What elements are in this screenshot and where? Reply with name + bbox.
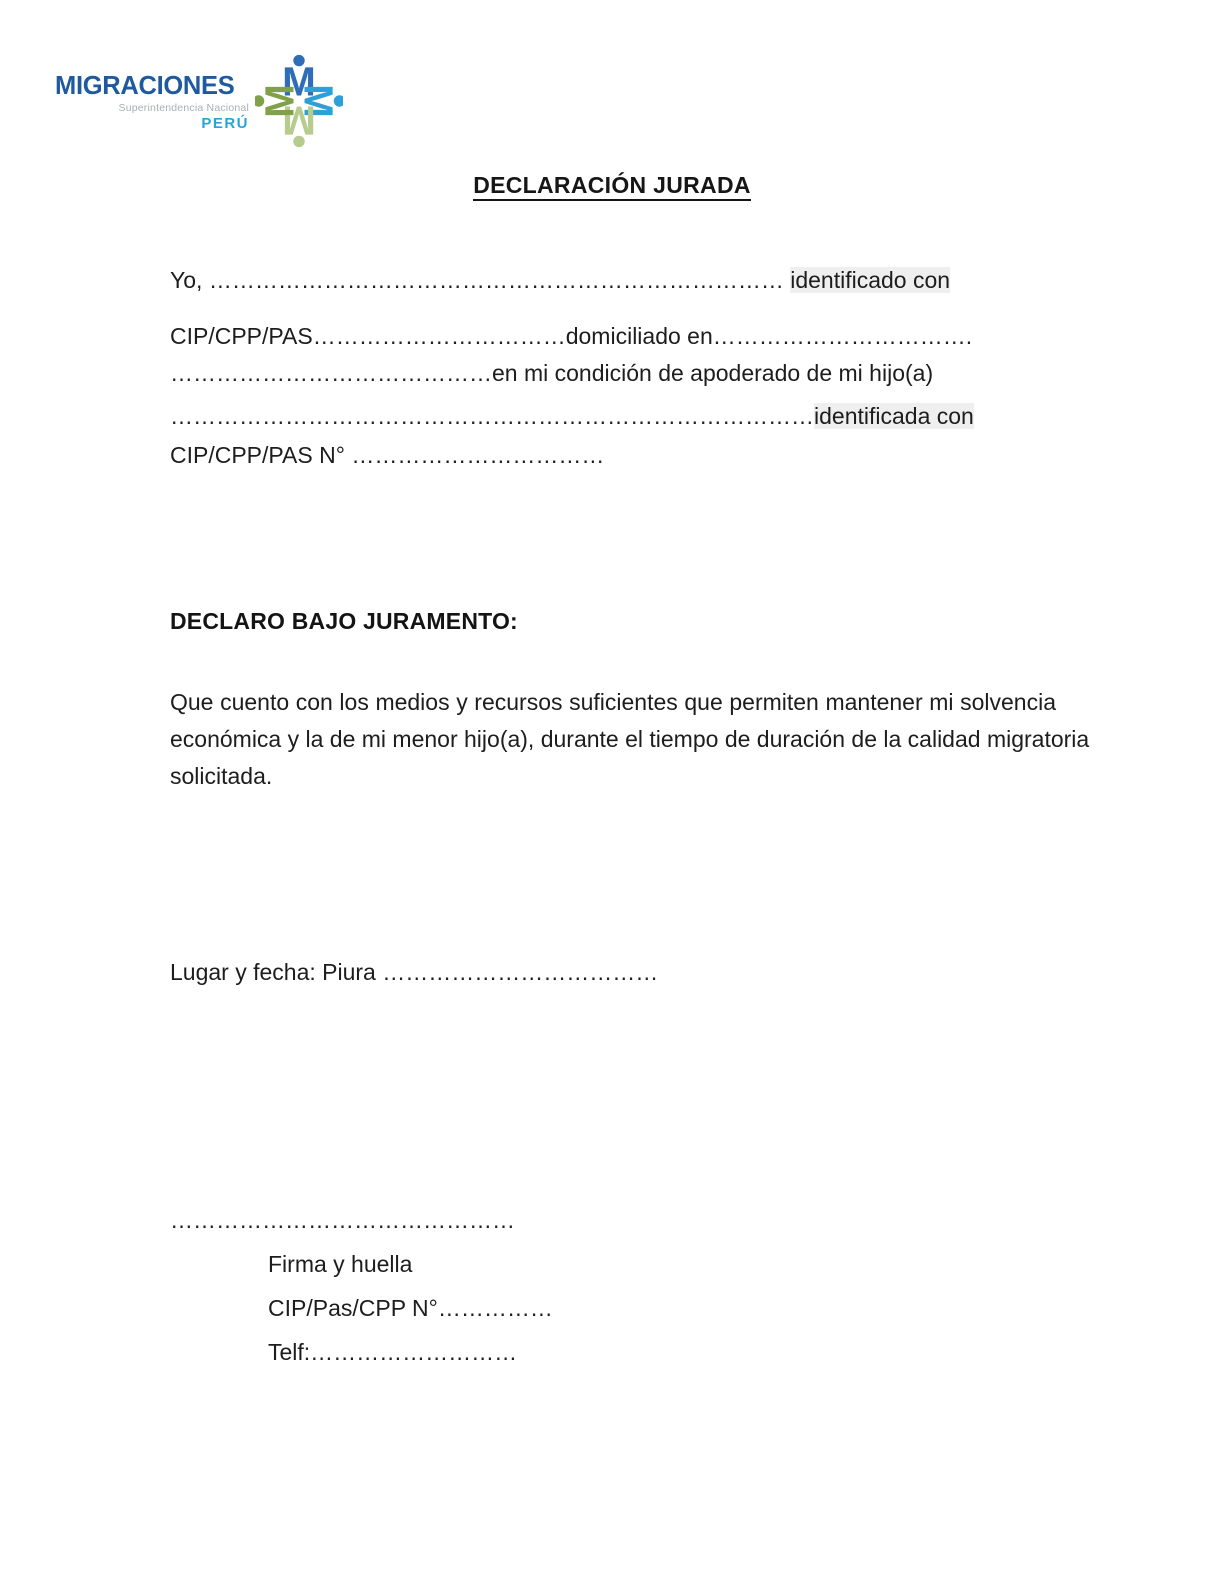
svg-text:M: M	[295, 84, 342, 118]
migraciones-logo	[55, 48, 343, 152]
logo-brand-text: MIGRACIONES	[55, 72, 235, 100]
document-title: DECLARACIÓN JURADA	[473, 172, 751, 201]
title-row	[0, 172, 1224, 199]
svg-text:M: M	[256, 84, 303, 118]
child-name-blank: …………………………………………………………………………	[170, 403, 814, 429]
intro-line-1-suffix: identificado con	[790, 267, 951, 293]
oath-body-line-2: económica y la de mi menor hijo(a), durante el tiempo de duración de la calidad migratoria	[170, 726, 1090, 752]
svg-text:M: M	[282, 97, 316, 144]
signature-document-number-blank: CIP/Pas/CPP N°……………	[268, 1295, 553, 1321]
oath-body-line-3: solicitada.	[170, 763, 273, 789]
signature-dotted-line: ………………………………………	[170, 1207, 515, 1233]
logo-country-text: PERÚ	[201, 114, 249, 132]
intro-line-1-prefix: Yo,	[170, 267, 209, 293]
oath-heading: DECLARO BAJO JURAMENTO:	[170, 608, 518, 634]
intro-line-3: ……………………………………en mi condición de apoderado de mi hijo(a)	[170, 360, 934, 386]
intro-line-4-suffix: identificada con	[814, 403, 974, 429]
svg-text:M: M	[282, 58, 316, 105]
oath-body-line-1: Que cuento con los medios y recursos suficientes que permiten mantener mi solvencia	[170, 689, 1056, 715]
intro-line-2: CIP/CPP/PAS……………………………domiciliado en…………………………….	[170, 323, 973, 349]
signature-phone-blank: Telf:………………………	[268, 1339, 518, 1365]
logo-people-mark-icon	[255, 50, 343, 152]
place-and-date-line: Lugar y fecha: Piura ………………………………	[170, 959, 659, 985]
signature-label: Firma y huella	[268, 1251, 413, 1277]
intro-line-5-document-number-blank: CIP/CPP/PAS N° ……………………………	[170, 442, 605, 468]
name-blank: …………………………………………………………………	[208, 267, 784, 293]
logo-text-block	[55, 48, 249, 132]
intro-line-1	[170, 266, 950, 294]
logo-subtitle-text: Superintendencia Nacional	[118, 101, 249, 114]
intro-line-4	[170, 402, 974, 430]
